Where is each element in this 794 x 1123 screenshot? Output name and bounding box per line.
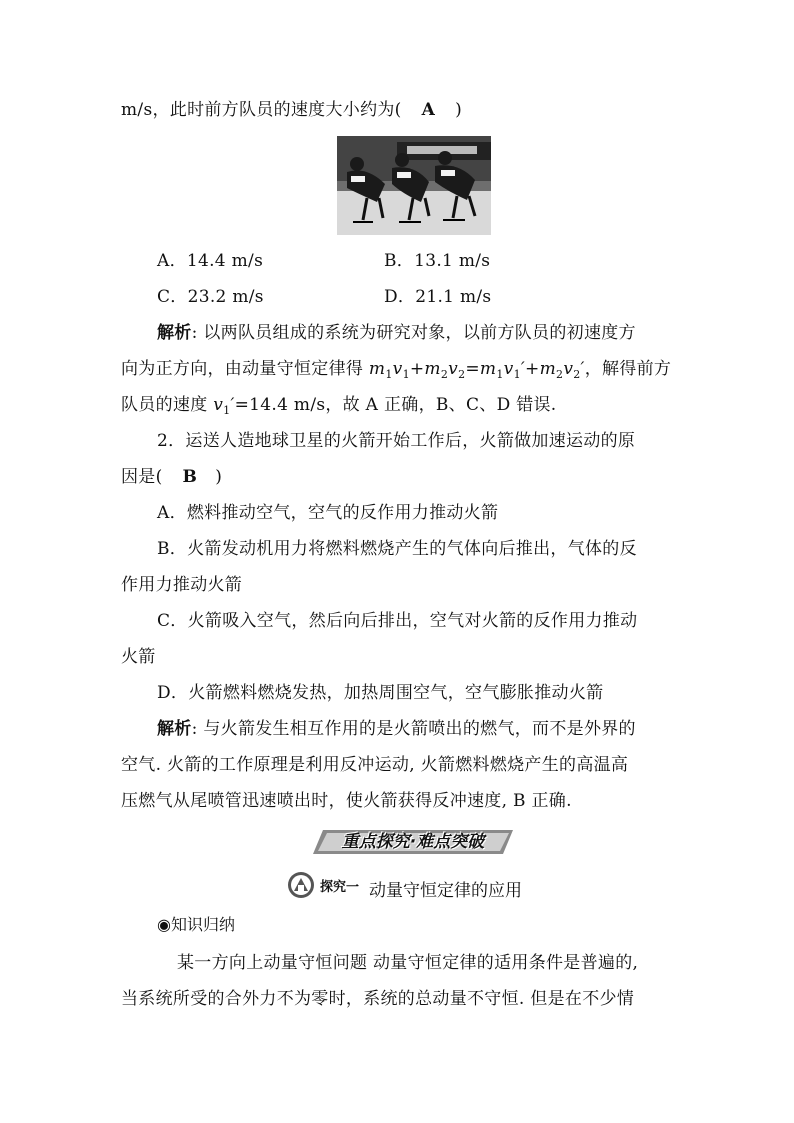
q2-option-a[interactable]: A．燃料推动空气，空气的反作用力推动火箭 <box>157 503 499 523</box>
q1-option-d[interactable]: D．21.1 m/s <box>384 287 492 307</box>
q2-option-b-line1[interactable]: B．火箭发动机用力将燃料燃烧产生的气体向后推出，气体的反 <box>157 539 637 559</box>
section-title: 动量守恒定律的应用 <box>369 881 522 901</box>
body-line1: 某一方向上动量守恒问题 动量守恒定律的适用条件是普遍的, <box>177 953 639 973</box>
q1-analysis-line3: 队员的速度 $v_1'=14.4$ m/s，故 A 正确，B、C、D 错误. <box>121 395 557 417</box>
speed-skating-photo <box>337 136 491 235</box>
q1-option-b[interactable]: B．13.1 m/s <box>384 251 491 271</box>
section-banner <box>313 828 513 856</box>
section-emblem-icon <box>287 871 315 899</box>
banner-title: 重点探究·难点突破 <box>341 832 485 852</box>
q2-option-c-line2: 火箭 <box>121 647 156 667</box>
q1-answer: A <box>421 100 436 120</box>
q1-option-c[interactable]: C．23.2 m/s <box>157 287 264 307</box>
velocity-symbol: $v_1'$ <box>213 395 235 417</box>
q2-analysis-line2: 空气. 火箭的工作原理是利用反冲运动, 火箭燃料燃烧产生的高温高 <box>121 755 629 775</box>
q1-option-a[interactable]: A．14.4 m/s <box>157 251 264 271</box>
section-tag: 探究一 <box>320 880 360 895</box>
q2-analysis-line3: 压燃气从尾喷管迅速喷出时，使火箭获得反冲速度, B 正确. <box>121 791 572 811</box>
q2-option-d[interactable]: D．火箭燃料燃烧发热，加热周围空气，空气膨胀推动火箭 <box>157 683 604 703</box>
q2-stem-line1: 2．运送人造地球卫星的火箭开始工作后，火箭做加速运动的原 <box>157 431 636 451</box>
q1-analysis-line2: 向为正方向，由动量守恒定律得 $m_1v_1+m_2v_2=m_1v_1'+m_2v_2'$，解得前方 <box>121 359 672 381</box>
knowledge-summary-label: ◉知识归纳 <box>157 915 235 934</box>
q1-stem-line: m/s，此时前方队员的速度大小约为( A ) <box>121 100 463 120</box>
q2-answer: B <box>182 467 198 487</box>
body-line2: 当系统所受的合外力不为零时，系统的总动量不守恒. 但是在不少情 <box>121 989 635 1009</box>
q2-analysis-line1: 解析: 与火箭发生相互作用的是火箭喷出的燃气，而不是外界的 <box>157 719 636 739</box>
q2-option-c-line1[interactable]: C．火箭吸入空气，然后向后排出，空气对火箭的反作用力推动 <box>157 611 638 631</box>
momentum-equation: $m_1v_1+m_2v_2=m_1v_1'+m_2v_2'$ <box>368 359 585 381</box>
q2-stem-line2: 因是( B ) <box>121 467 223 487</box>
q1-options-row1 <box>157 250 263 272</box>
q1-analysis-line1: 解析: 以两队员组成的系统为研究对象，以前方队员的初速度方 <box>157 323 636 343</box>
q2-option-b-line2: 作用力推动火箭 <box>121 575 243 595</box>
